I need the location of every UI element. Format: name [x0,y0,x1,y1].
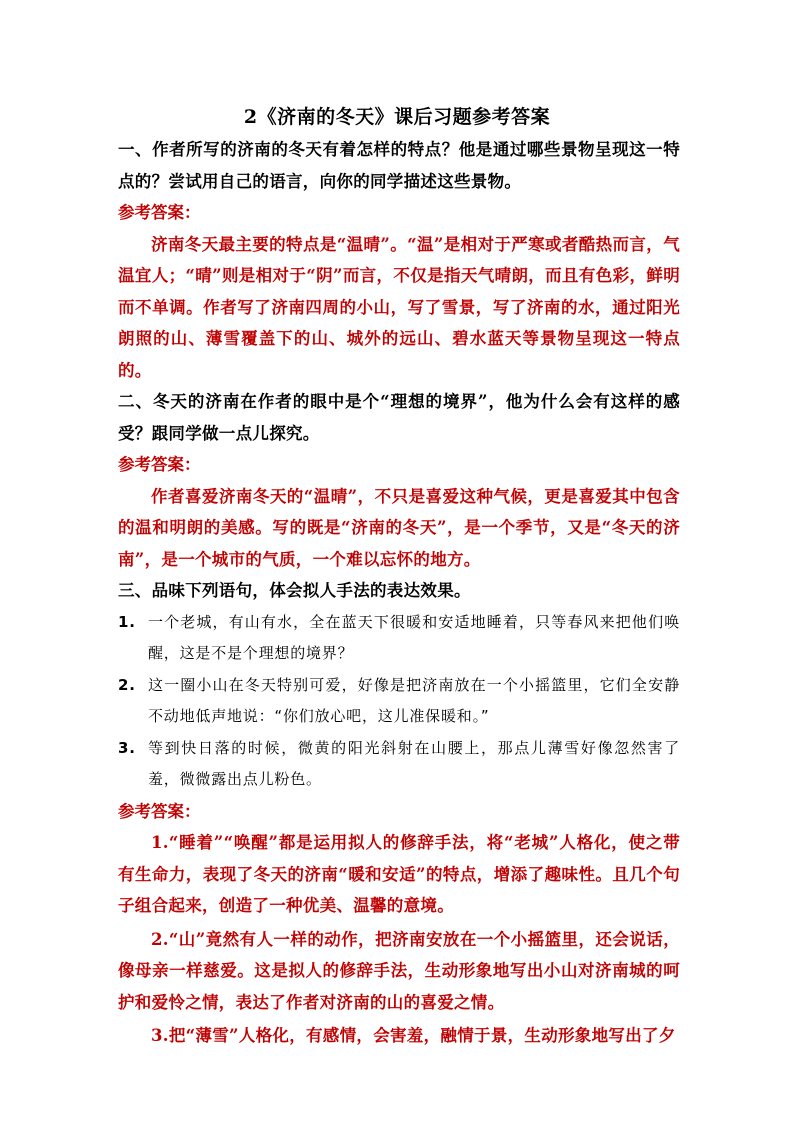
document-title: 2《济南的冬天》课后习题参考答案 [243,106,551,128]
question-3: 三、品味下列语句，体会拟人手法的表达效果。 [118,581,471,600]
list-item-number: 2. [118,675,136,694]
answer-label-3: 参考答案： [118,801,201,821]
question-1: 一、作者所写的济南的冬天有着怎样的特点？他是通过哪些景物呈现这一特点的？尝试用自己的语言，向你的同学描述这些景物。 [118,140,680,191]
list-item-text: 等到快日落的时候，微黄的阳光斜射在山腰上，那点儿薄雪好像忽然害了羞，微微露出点儿粉色。 [148,738,680,788]
document-body [118,134,680,1052]
answer-3-2: 2.“山”竟然有人一样的动作，把济南安放在一个小摇篮里，还会说话，像母亲一样慈爱。这是拟人的修辞手法，生动形象地写出小山对济南城的呵护和爱怜之情，表达了作者对济南的山的喜爱之情。 [118,929,680,1012]
list-item [118,733,680,796]
list-item-text: 这一圈小山在冬天特别可爱，好像是把济南放在一个小摇篮里，它们全安静不动地低声地说：“你们放心吧，这儿准保暖和。” [148,675,680,725]
list-item-number: 1. [118,612,136,631]
question-2: 二、冬天的济南在作者的眼中是个“理想的境界”，他为什么会有这样的感受？跟同学做一点儿探究。 [118,392,680,443]
list-item [118,607,680,670]
list-item-number: 3. [118,738,136,757]
answer-1: 济南冬天最主要的特点是“温晴”。“温”是相对于严寒或者酷热而言，气温宜人；“晴”则是相对于“阴”而言，不仅是指天气晴朗，而且有色彩，鲜明而不单调。作者写了济南四周的小山，写了雪景，写了济南的水，通过阳光朗照的山、薄雪覆盖下的山、城外的远山、碧水蓝天等景物呈现这一特点的。 [118,234,680,380]
list-item-text: 一个老城，有山有水，全在蓝天下很暖和安适地睡着，只等春风来把他们唤醒，这是不是个理想的境界？ [148,612,680,662]
answer-3-1: 1.“睡着”“唤醒”都是运用拟人的修辞手法，将“老城”人格化，使之带有生命力，表现了冬天的济南“暖和安适”的特点，增添了趣味性。且几个句子组合起来，创造了一种优美、温馨的意境。 [118,833,680,915]
answer-label-2: 参考答案： [118,455,201,474]
answer-3-3: 3.把“薄雪”人格化，有感情，会害羞，融情于景，生动形象地写出了夕 [151,1026,676,1045]
list-item [118,670,680,733]
answer-2: 作者喜爱济南冬天的“温晴”，不只是喜爱这种气候，更是喜爱其中包含的温和明朗的美感。写的既是“济南的冬天”，是一个季节，又是“冬天的济南”，是一个城市的气质，一个难以忘怀的地方。 [118,486,680,569]
answer-label-1: 参考答案： [118,203,201,222]
